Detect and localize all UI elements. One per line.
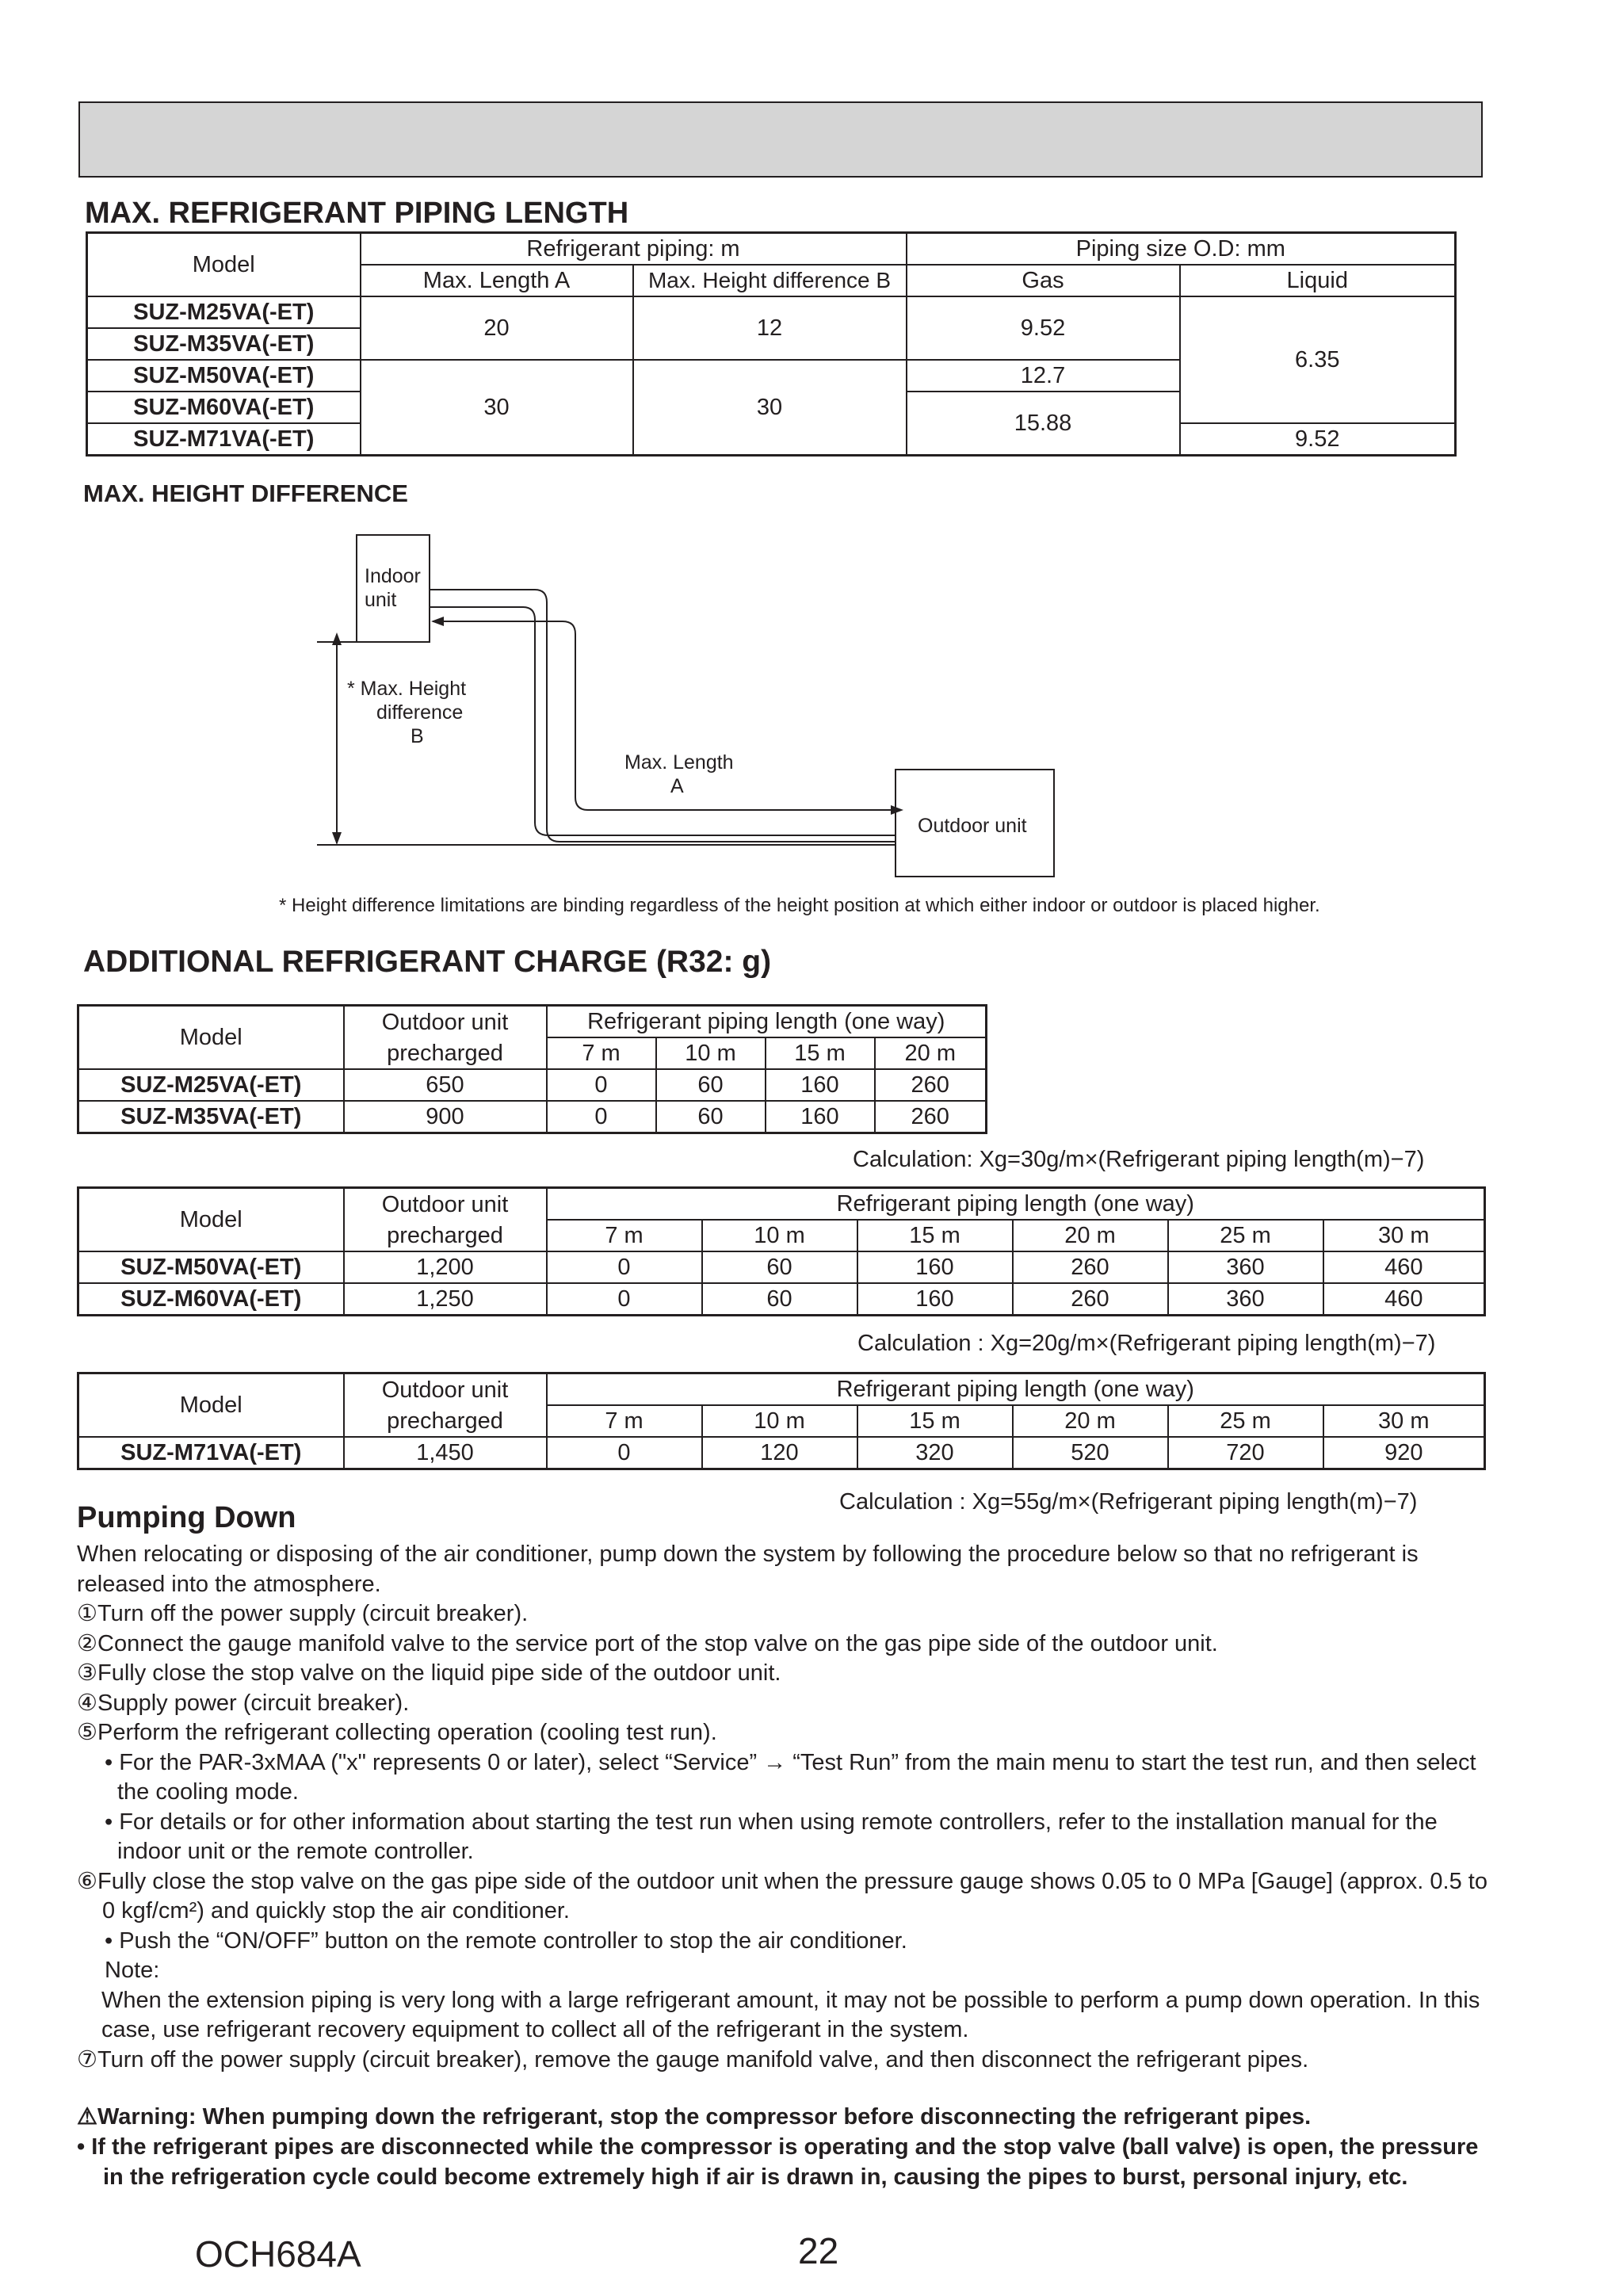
- outdoor-unit-header: Outdoor unit: [344, 1373, 547, 1406]
- charge-cell: 160: [766, 1101, 875, 1133]
- charge-cell: 360: [1168, 1251, 1323, 1283]
- max-length-header: Max. Length A: [361, 265, 633, 296]
- gas-size-value: 15.88: [907, 392, 1180, 456]
- step-7: ⑦Turn off the power supply (circuit breaker), remove the gauge manifold valve, and then disconnect the refrigerant pipes.: [77, 2046, 1309, 2073]
- length-header: 25 m: [1168, 1220, 1323, 1251]
- outdoor-unit-label: Outdoor unit: [918, 815, 1027, 837]
- charge-cell: 60: [702, 1251, 857, 1283]
- height-difference-diagram: [0, 0, 1623, 935]
- liquid-size-value: 9.52: [1180, 423, 1456, 456]
- length-header: 30 m: [1323, 1220, 1485, 1251]
- charge-cell: 0: [547, 1069, 656, 1101]
- model-header: Model: [87, 233, 361, 297]
- length-label-line1: Max. Length: [624, 751, 734, 774]
- charge-table-medium: [77, 1186, 1486, 1316]
- note-label: Note:: [105, 1958, 160, 1983]
- gas-size-value: 9.52: [907, 296, 1180, 360]
- precharged-header: precharged: [344, 1220, 547, 1251]
- model-header: Model: [78, 1373, 344, 1438]
- document-code: OCH684A: [195, 2233, 361, 2275]
- model-cell: SUZ-M71VA(-ET): [78, 1437, 344, 1469]
- max-height-value: 12: [633, 296, 907, 360]
- charge-cell: 920: [1323, 1437, 1485, 1469]
- length-header: 25 m: [1168, 1405, 1323, 1437]
- warning-line: ⚠Warning: When pumping down the refrigerant, stop the compressor before disconnecting the refrigerant pipes.: [77, 2104, 1312, 2130]
- table-row: [78, 1437, 1485, 1469]
- model-header: Model: [78, 1188, 344, 1252]
- gas-header: Gas: [907, 265, 1180, 296]
- charge-cell: 260: [875, 1069, 987, 1101]
- length-label-line2: A: [670, 775, 684, 797]
- gas-size-value: 12.7: [907, 360, 1180, 392]
- max-height-header: Max. Height difference B: [633, 265, 907, 296]
- liquid-header: Liquid: [1180, 265, 1456, 296]
- max-length-value: 30: [361, 360, 633, 456]
- indoor-unit-label-line2: unit: [365, 589, 397, 611]
- step-6-bullet: • Push the “ON/OFF” button on the remote controller to stop the air conditioner.: [105, 1927, 907, 1954]
- precharged-cell: 650: [344, 1069, 547, 1101]
- step-5-bullet-1: • For the PAR-3xMAA ("x" represents 0 or later), select “Service” → “Test Run” from the main menu to start the test run, and then select the cooling mode.: [105, 1749, 1476, 1805]
- charge-cell: 0: [547, 1437, 702, 1469]
- precharged-header: precharged: [344, 1037, 547, 1069]
- length-header: 15 m: [857, 1220, 1013, 1251]
- step-1: ①Turn off the power supply (circuit breaker).: [77, 1601, 529, 1626]
- length-header: 10 m: [702, 1220, 857, 1251]
- charge-cell: 260: [1013, 1283, 1168, 1316]
- step-2: ②Connect the gauge manifold valve to the service port of the stop valve on the gas pipe side of the outdoor unit.: [77, 1630, 1218, 1656]
- length-header: 20 m: [1013, 1405, 1168, 1437]
- piping-length-header: Refrigerant piping length (one way): [547, 1373, 1485, 1406]
- refrigerant-pipe-outer: [430, 590, 896, 842]
- charge-table-small: [77, 1004, 987, 1134]
- calculation-formula: Calculation : Xg=55g/m×(Refrigerant piping length(m)−7): [839, 1489, 1418, 1515]
- model-cell: SUZ-M25VA(-ET): [78, 1069, 344, 1101]
- height-difference-title: MAX. HEIGHT DIFFERENCE: [83, 479, 408, 507]
- step-3: ③Fully close the stop valve on the liquid pipe side of the outdoor unit.: [77, 1660, 781, 1686]
- model-cell: SUZ-M60VA(-ET): [78, 1283, 344, 1316]
- charge-cell: 320: [857, 1437, 1013, 1469]
- charge-cell: 160: [857, 1251, 1013, 1283]
- precharged-cell: 1,200: [344, 1251, 547, 1283]
- table-row-model: SUZ-M50VA(-ET): [87, 360, 361, 392]
- pumping-intro: When relocating or disposing of the air conditioner, pump down the system by following the procedure below so that no refrigerant is released into the atmosphere.: [77, 1541, 1419, 1597]
- refrigerant-charge-title: ADDITIONAL REFRIGERANT CHARGE (R32: g): [83, 945, 772, 979]
- page-number: 22: [798, 2230, 839, 2271]
- charge-cell: 120: [702, 1437, 857, 1469]
- charge-cell: 0: [547, 1251, 702, 1283]
- height-label-line3: B: [411, 725, 424, 747]
- precharged-header: precharged: [344, 1405, 547, 1437]
- max-length-value: 20: [361, 296, 633, 360]
- height-label-line1: * Max. Height: [347, 678, 467, 700]
- table-row: [78, 1283, 1485, 1316]
- charge-cell: 160: [766, 1069, 875, 1101]
- note-text: When the extension piping is very long with a large refrigerant amount, it may not be possible to perform a pump down operation. In this case, use refrigerant recovery equipment to collect all of the refrigerant in the system.: [101, 1987, 1480, 2042]
- table-row-model: SUZ-M60VA(-ET): [87, 392, 361, 423]
- charge-cell: 460: [1323, 1251, 1485, 1283]
- length-header: 15 m: [766, 1037, 875, 1069]
- length-header: 10 m: [656, 1037, 766, 1069]
- charge-table-large: [77, 1372, 1486, 1470]
- charge-cell: 360: [1168, 1283, 1323, 1316]
- height-footnote: * Height difference limitations are binding regardless of the height position at which either indoor or outdoor is placed higher.: [279, 895, 1320, 916]
- length-header: 7 m: [547, 1220, 702, 1251]
- max-height-value: 30: [633, 360, 907, 456]
- model-cell: SUZ-M35VA(-ET): [78, 1101, 344, 1133]
- refrigerant-piping-header: Refrigerant piping: m: [361, 233, 907, 266]
- step-5: ⑤Perform the refrigerant collecting operation (cooling test run).: [77, 1720, 717, 1745]
- table-row: [78, 1251, 1485, 1283]
- precharged-cell: 1,250: [344, 1283, 547, 1316]
- warning-detail: • If the refrigerant pipes are disconnected while the compressor is operating and the stop valve (ball valve) is open, the pressure in the refrigeration cycle could become extremely high if air is drawn in, causing the pipes to burst, personal injury, etc.: [77, 2134, 1479, 2190]
- outdoor-unit-header: Outdoor unit: [344, 1188, 547, 1221]
- length-header: 7 m: [547, 1037, 656, 1069]
- charge-cell: 520: [1013, 1437, 1168, 1469]
- charge-cell: 260: [1013, 1251, 1168, 1283]
- charge-cell: 60: [656, 1101, 766, 1133]
- length-header: 15 m: [857, 1405, 1013, 1437]
- precharged-cell: 1,450: [344, 1437, 547, 1469]
- charge-cell: 720: [1168, 1437, 1323, 1469]
- length-header: 7 m: [547, 1405, 702, 1437]
- charge-cell: 0: [547, 1101, 656, 1133]
- pumping-down-procedure: [77, 1540, 1495, 2075]
- table-row-model: SUZ-M25VA(-ET): [87, 296, 361, 328]
- step-5-bullet-2: • For details or for other information about starting the test run when using remote controllers, refer to the installation manual for the indoor unit or the remote controller.: [105, 1809, 1438, 1864]
- calculation-formula: Calculation : Xg=20g/m×(Refrigerant piping length(m)−7): [857, 1331, 1436, 1356]
- table-row: [78, 1069, 987, 1101]
- charge-cell: 160: [857, 1283, 1013, 1316]
- length-header: 20 m: [875, 1037, 987, 1069]
- refrigerant-pipe-middle: [430, 607, 896, 835]
- length-header: 30 m: [1323, 1405, 1485, 1437]
- piping-size-header: Piping size O.D: mm: [907, 233, 1456, 266]
- charge-cell: 60: [656, 1069, 766, 1101]
- model-header: Model: [78, 1006, 344, 1070]
- charge-cell: 0: [547, 1283, 702, 1316]
- table-row-model: SUZ-M71VA(-ET): [87, 423, 361, 456]
- height-label-line2: difference: [376, 701, 464, 724]
- outdoor-unit-header: Outdoor unit: [344, 1006, 547, 1038]
- pumping-down-title: Pumping Down: [77, 1501, 296, 1534]
- table-row-model: SUZ-M35VA(-ET): [87, 328, 361, 360]
- precharged-cell: 900: [344, 1101, 547, 1133]
- charge-cell: 460: [1323, 1283, 1485, 1316]
- warning-block: [77, 2102, 1495, 2192]
- max-length-arrow: [433, 621, 892, 810]
- charge-cell: 60: [702, 1283, 857, 1316]
- model-cell: SUZ-M50VA(-ET): [78, 1251, 344, 1283]
- step-4: ④Supply power (circuit breaker).: [77, 1690, 410, 1716]
- charge-cell: 260: [875, 1101, 987, 1133]
- table-row: [78, 1101, 987, 1133]
- piping-length-header: Refrigerant piping length (one way): [547, 1188, 1485, 1221]
- length-header: 10 m: [702, 1405, 857, 1437]
- piping-length-title: MAX. REFRIGERANT PIPING LENGTH: [85, 197, 629, 230]
- indoor-unit-label-line1: Indoor: [365, 565, 421, 587]
- liquid-size-value: 6.35: [1180, 296, 1456, 423]
- piping-length-header: Refrigerant piping length (one way): [547, 1006, 987, 1038]
- length-header: 20 m: [1013, 1220, 1168, 1251]
- calculation-formula: Calculation: Xg=30g/m×(Refrigerant piping length(m)−7): [853, 1147, 1425, 1172]
- step-6: ⑥Fully close the stop valve on the gas pipe side of the outdoor unit when the pressure gauge shows 0.05 to 0 MPa [Gauge] (approx. 0.5 to 0 kgf/cm²) and quickly stop the air conditioner.: [77, 1868, 1487, 1924]
